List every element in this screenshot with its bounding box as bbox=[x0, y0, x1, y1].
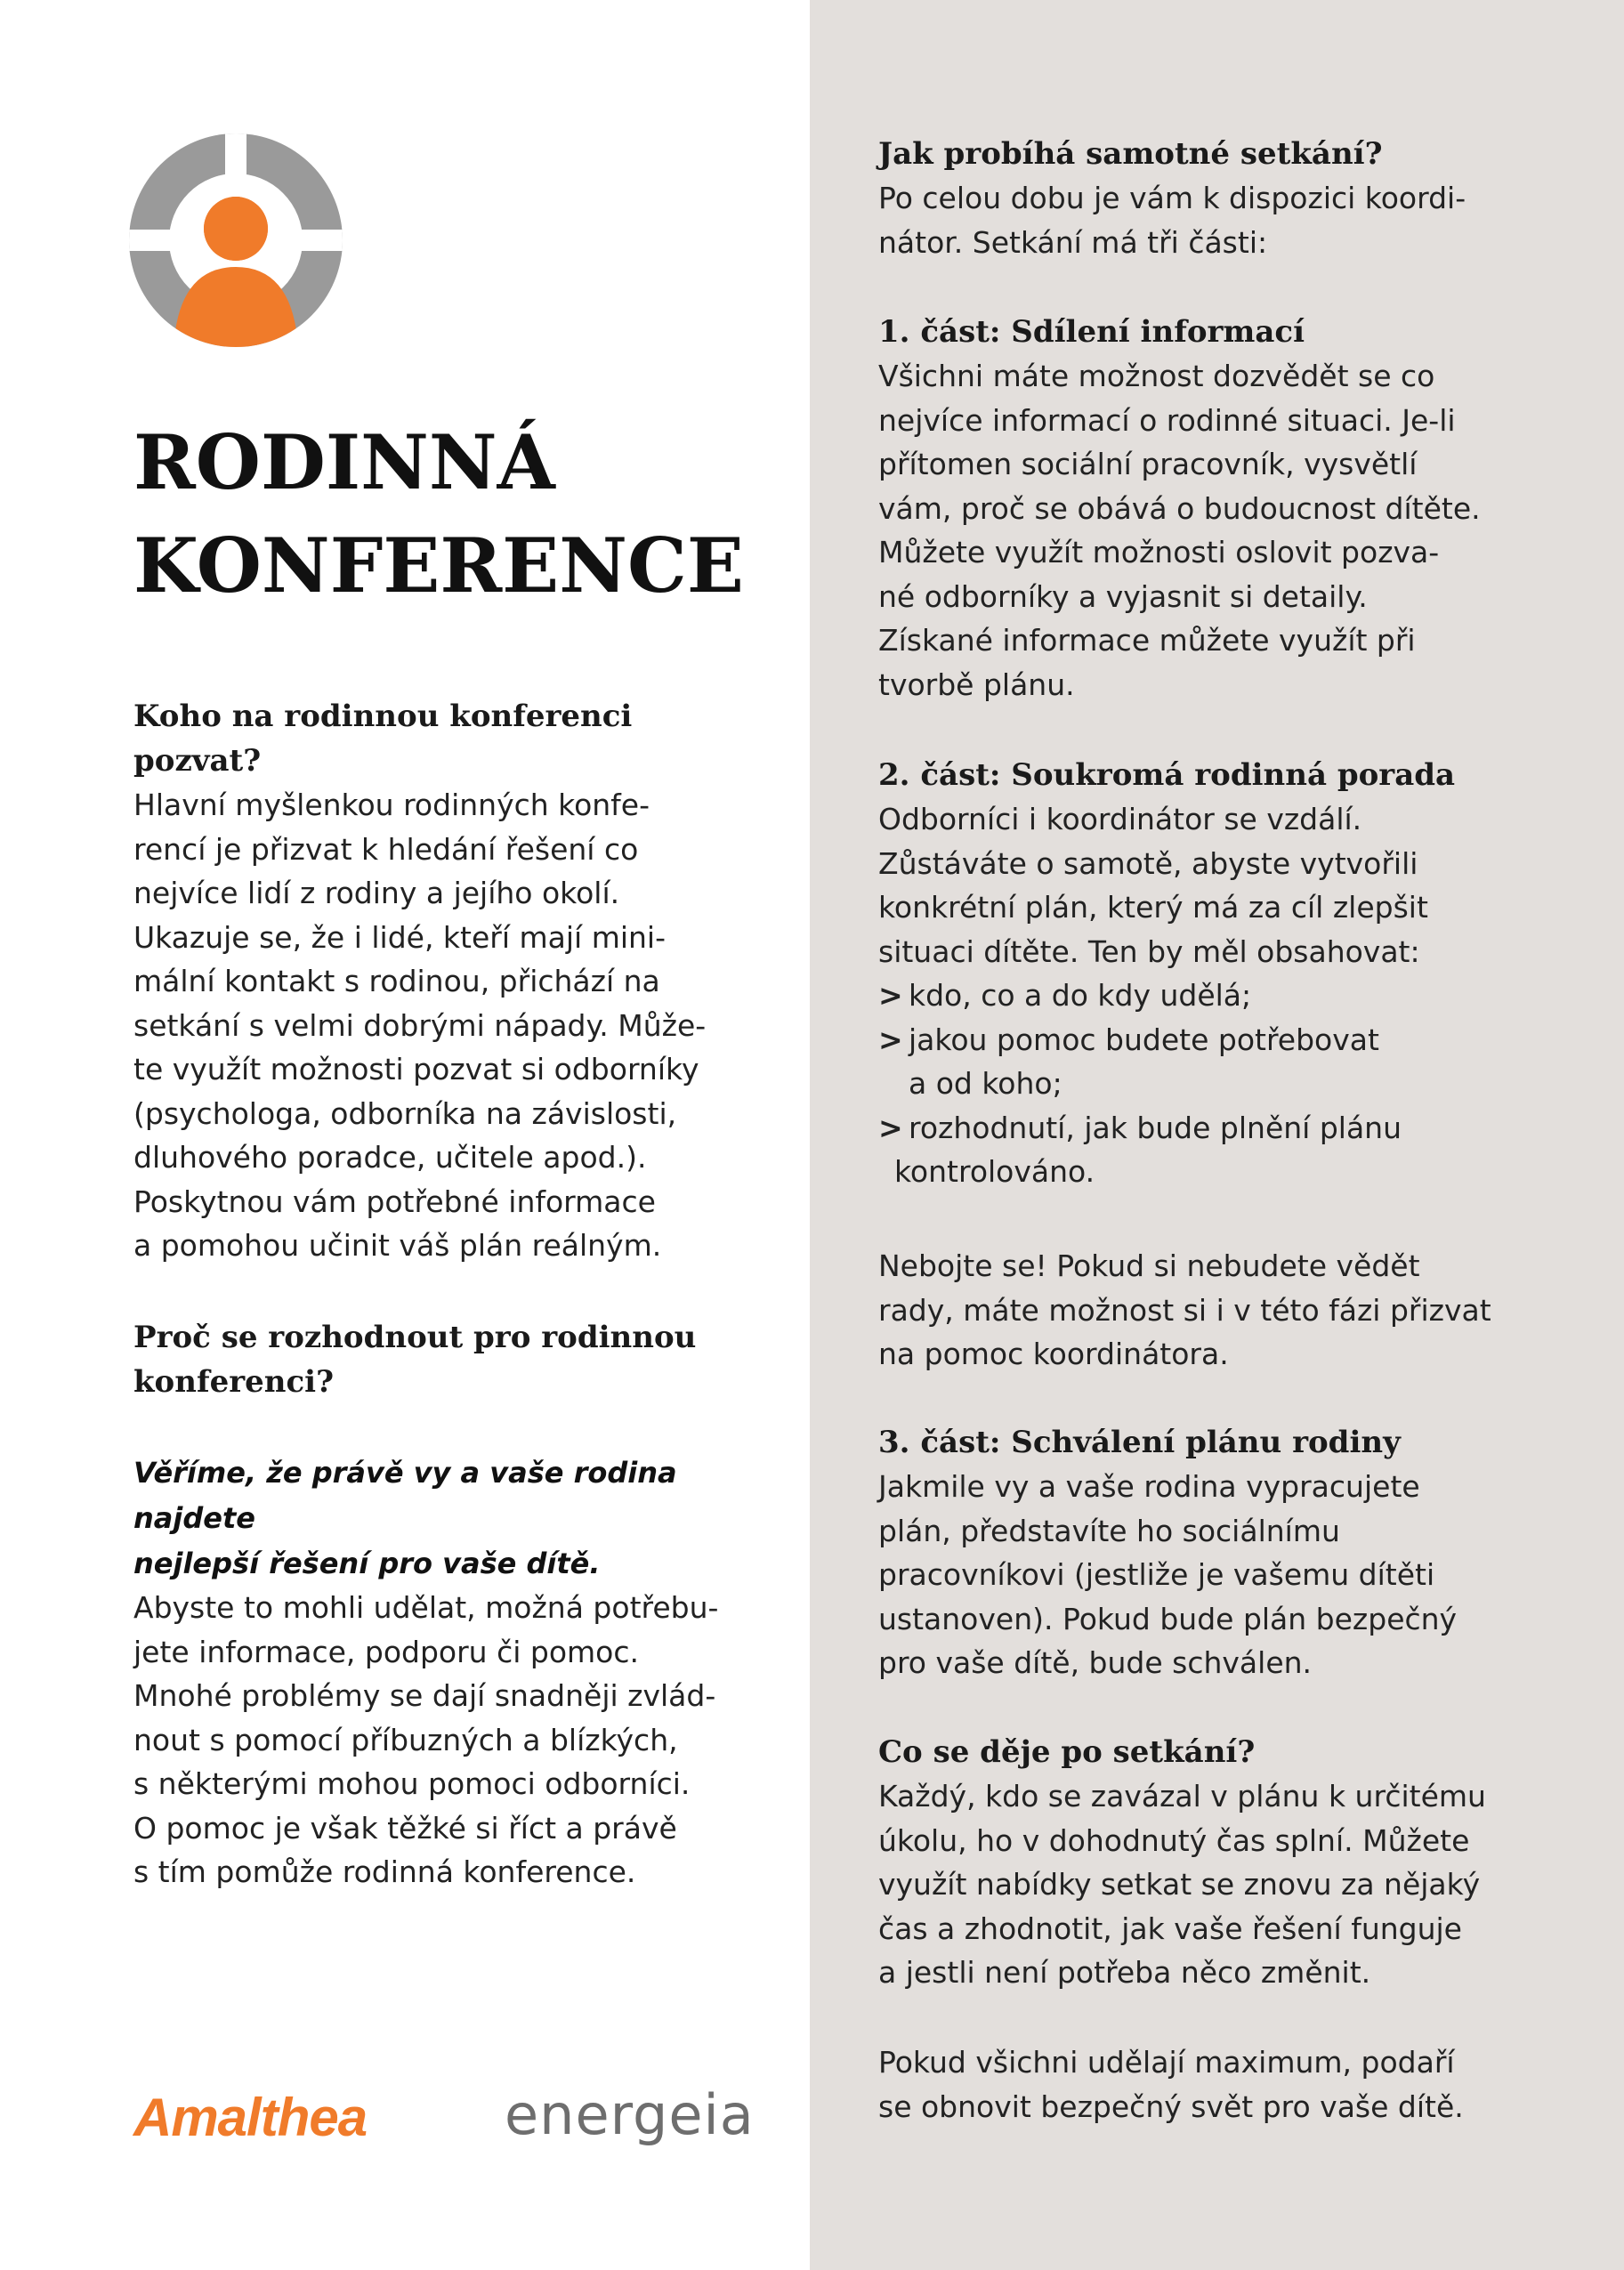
energeia-logo: energeia bbox=[505, 2082, 755, 2147]
title-line: KONFERENCE bbox=[133, 521, 744, 610]
section-heading: Koho na rodinnou konferenci pozvat? bbox=[133, 699, 633, 779]
closing-text: Pokud všichni udělají maximum, podaří se obnovit bezpečný svět pro vaše dítě. bbox=[878, 2045, 1464, 2124]
list-item: > jakou pomoc budete potřebovat a od koho; bbox=[878, 1018, 1599, 1106]
section-note: Nebojte se! Pokud si nebudete vědět rady, máte možnost si i v této fázi přizvat na pomoc koordinátora. bbox=[878, 1248, 1491, 1371]
section-body: Všichni máte možnost dozvědět se co nejvíce informací o rodinné situaci. Je-li přítomen sociální pracovník, vysvětlí vám, proč se obává o budoucnost dítěte. Můžete využít možnosti oslovit pozva- né odborníky a vyjasnit si detaily. Získané informace můžete využít při tvorbě plánu. bbox=[878, 359, 1481, 702]
list-item: > kdo, co a do kdy udělá; bbox=[878, 973, 1599, 1018]
section-part3 bbox=[878, 1420, 1599, 1685]
section-part1 bbox=[878, 310, 1599, 707]
amalthea-logo: Amalthea bbox=[133, 2088, 368, 2147]
section-heading: Proč se rozhodnout pro rodinnou konferenci? bbox=[133, 1320, 697, 1400]
section-heading: 2. část: Soukromá rodinná porada bbox=[878, 757, 1456, 793]
section-part2 bbox=[878, 753, 1599, 1194]
section-body: Hlavní myšlenkou rodinných konfe- rencí je přizvat k hledání řešení co nejvíce lidí z rodiny a jejího okolí. Ukazuje se, že i lidé, kteří mají mini- mální kontakt s rodinou, přichází na setkání s velmi dobrými nápady. Může- te využít možnosti pozvat si odborníky (psychologa, odborníka na závislosti, dluhového poradce, učitele apod.). Poskytnou vám potřebné informace a pomohou učinit váš plán reálným. bbox=[133, 788, 707, 1263]
list-item: > rozhodnutí, jak bude plnění plánu kontrolováno. bbox=[878, 1106, 1599, 1194]
title-line: RODINNÁ bbox=[133, 418, 555, 506]
section-heading: 1. část: Sdílení informací bbox=[878, 314, 1305, 350]
section-after bbox=[878, 1730, 1599, 1995]
section-body: Každý, kdo se zavázal v plánu k určitému úkolu, ho v dohodnutý čas splní. Můžete využít nabídky setkat se znovu za nějaký čas a zhodnotit, jak vaše řešení funguje a jestli není potřeba něco změnit. bbox=[878, 1779, 1486, 1990]
section-heading: Co se děje po setkání? bbox=[878, 1734, 1256, 1770]
plan-checklist bbox=[878, 973, 1599, 1194]
section-why-decide bbox=[133, 1315, 783, 1404]
lead-quote: Věříme, že právě vy a vaše rodina najdete nejlepší řešení pro vaše dítě. bbox=[133, 1456, 677, 1580]
section-body: Po celou dobu je vám k dispozici koordi- nátor. Setkání má tři části: bbox=[878, 181, 1466, 260]
page-title bbox=[133, 411, 744, 618]
section-body: Odborníci i koordinátor se vzdálí. Zůstáváte o samotě, abyste vytvořili konkrétní plán, který má za cíl zlepšit situaci dítěte. Ten by měl obsahovat: bbox=[878, 802, 1428, 969]
section-heading: Jak probíhá samotné setkání? bbox=[878, 136, 1383, 172]
section-who-to-invite bbox=[133, 694, 783, 1268]
section-body: Jakmile vy a vaše rodina vypracujete plán, představíte ho sociálnímu pracovníkovi (jestliže je vašemu dítěti ustanoven). Pokud bude plán bezpečný pro vaše dítě, bude schválen. bbox=[878, 1469, 1458, 1680]
section-heading: 3. část: Schválení plánu rodiny bbox=[878, 1425, 1401, 1460]
lifebuoy-person-icon bbox=[129, 133, 343, 347]
section-body: Abyste to mohli udělat, možná potřebu- jete informace, podporu či pomoc. Mnohé problémy se dají snadněji zvlád- nout s pomocí příbuzných a blízkých, s některými mohou pomoci odborníci. O pomoc je však těžké si říct a právě s tím pomůže rodinná konference. bbox=[133, 1590, 719, 1889]
section-meeting bbox=[878, 132, 1599, 264]
